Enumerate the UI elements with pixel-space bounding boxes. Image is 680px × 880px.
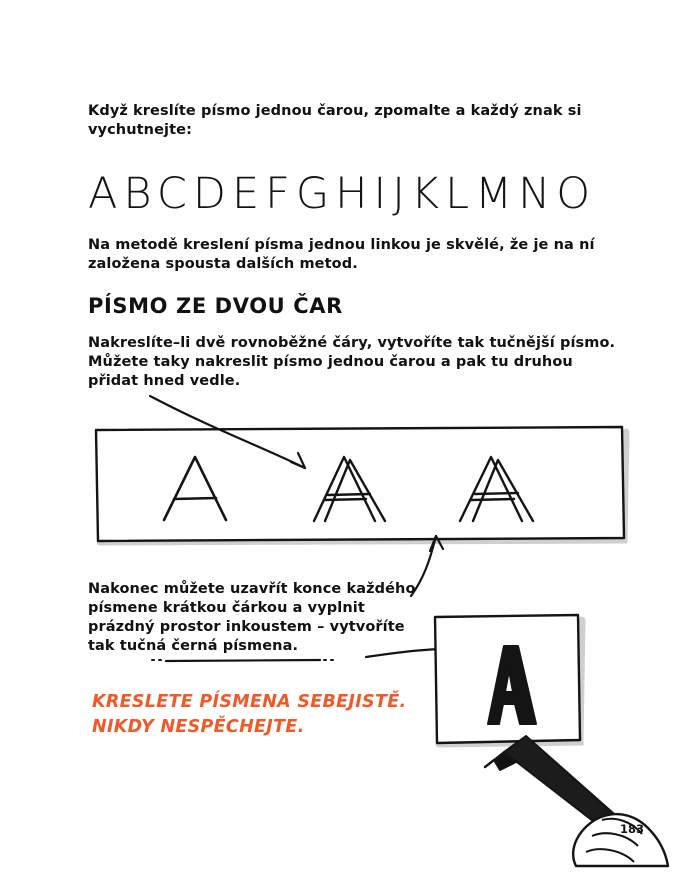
- intro-paragraph: Když kreslíte písmo jednou čarou, zpomalte a každý znak si vychutnejte:: [88, 103, 582, 139]
- alphabet-specimen: ABCDEFGHIJKLMNO: [88, 169, 597, 219]
- wide-panel-svg: [92, 424, 628, 548]
- method-paragraph: Na metodě kreslení písma jednou linkou je skvělé, že je na ní založena spousta dalších metod.: [88, 237, 595, 273]
- final-paragraph: Nakonec můžete uzavřít konce každého písmene krátkou čárkou a vyplnit prázdný prostor inkoustem – vytvoříte tak tučná černá písmena.: [88, 581, 416, 655]
- two-lines-paragraph: Nakreslíte–li dvě rovnoběžné čáry, vytvoříte tak tučnější písmo. Můžete taky nakreslit písmo jednou čarou a pak tu druhou přidat hned vedle.: [88, 335, 616, 390]
- slogan-text: KRESLETE PÍSMENA SEBEJISTĚ. NIKDY NESPĚCHEJTE.: [92, 692, 407, 737]
- three-letter-a-figure: [92, 424, 628, 548]
- hand-holding-pen: [480, 716, 680, 856]
- page-number: 183: [619, 822, 644, 836]
- section-heading: PÍSMO ZE DVOU ČAR: [88, 294, 343, 318]
